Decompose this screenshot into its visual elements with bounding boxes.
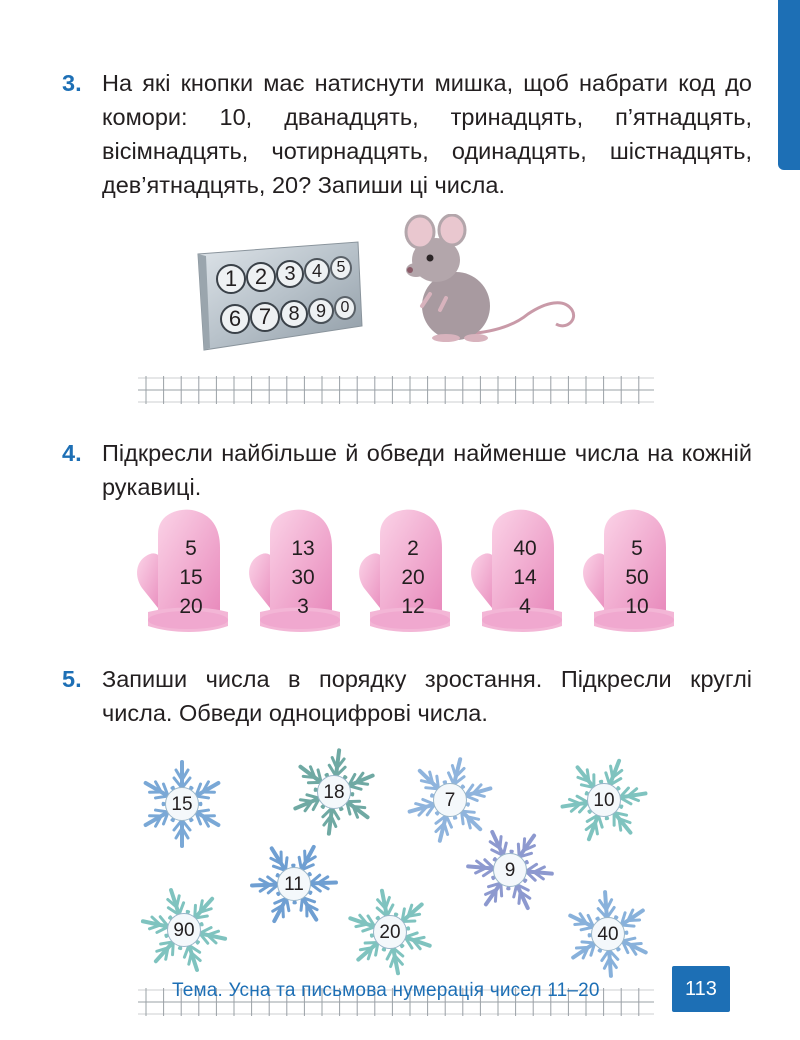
snowflake [462, 822, 558, 918]
mitten-number: 13 [291, 537, 315, 560]
keypad-illustration [194, 240, 366, 352]
task-number: 4. [62, 440, 82, 466]
snowflake-number: 40 [591, 917, 625, 951]
snowflake [134, 756, 230, 852]
snowflake-number: 7 [433, 783, 467, 817]
mitten [244, 508, 340, 638]
snowflake [560, 886, 656, 982]
keypad-key: 6 [220, 304, 250, 334]
mitten [578, 508, 674, 638]
snowflake [342, 884, 438, 980]
page-number: 113 [672, 966, 730, 1012]
task-text: Запиши числа в порядку зростання. Підкресли круглі числа. Обведи одноцифрові числа. [102, 666, 752, 726]
snowflake-number: 9 [493, 853, 527, 887]
mitten [466, 508, 562, 638]
keypad-key: 0 [334, 296, 356, 320]
keypad-key: 7 [250, 302, 280, 332]
task-5 [62, 662, 752, 730]
mitten-number: 5 [631, 537, 643, 560]
keypad-key: 3 [276, 260, 304, 288]
task-text: На які кнопки має натиснути мишка, щоб набрати код до комори: 10, дванадцять, тринадцять, п’ятнадцять, вісімнадцять, чотирнадцять, одинадцять, шістнадцять, дев’ятнадцять, 20? Запиши ці числа. [102, 70, 752, 198]
keypad-key: 8 [280, 300, 308, 328]
snowflake-number: 10 [587, 783, 621, 817]
answer-grid [138, 376, 654, 404]
snowflake-number: 20 [373, 915, 407, 949]
keypad-key: 4 [304, 258, 330, 284]
mitten-number: 12 [401, 595, 425, 618]
snowflake-number: 18 [317, 775, 351, 809]
snowflake [246, 836, 342, 932]
mitten-number: 5 [185, 537, 197, 560]
mitten-number: 20 [401, 566, 425, 589]
mitten [132, 508, 228, 638]
snowflake [286, 744, 382, 840]
keypad-key: 9 [308, 298, 334, 324]
mitten-number: 50 [625, 566, 649, 589]
mitten-number: 40 [513, 537, 537, 560]
mitten [354, 508, 450, 638]
mitten-number: 3 [297, 595, 309, 618]
snowflake-number: 15 [165, 787, 199, 821]
chapter-tab [778, 0, 800, 170]
mitten-number: 20 [179, 595, 203, 618]
snowflake [556, 752, 652, 848]
keypad-key: 5 [330, 256, 352, 280]
mitten-number: 30 [291, 566, 315, 589]
task-number: 3. [62, 70, 82, 96]
snowflake [136, 882, 232, 978]
mitten-number: 10 [625, 595, 649, 618]
mouse-illustration [396, 214, 596, 354]
task-3 [62, 66, 752, 202]
task-number: 5. [62, 666, 82, 692]
mitten-number: 15 [179, 566, 203, 589]
snowflake-number: 11 [277, 867, 311, 901]
snowflake-number: 90 [167, 913, 201, 947]
task-4 [62, 436, 752, 504]
task-text: Підкресли найбільше й обведи найменше числа на кожній рукавиці. [102, 440, 752, 500]
keypad-key: 1 [216, 264, 246, 294]
mitten-number: 4 [519, 595, 531, 618]
mitten-number: 14 [513, 566, 537, 589]
keypad-key: 2 [246, 262, 276, 292]
footer-topic: Тема. Усна та письмова нумерація чисел 11–20 [172, 980, 600, 1001]
mitten-number: 2 [407, 537, 419, 560]
